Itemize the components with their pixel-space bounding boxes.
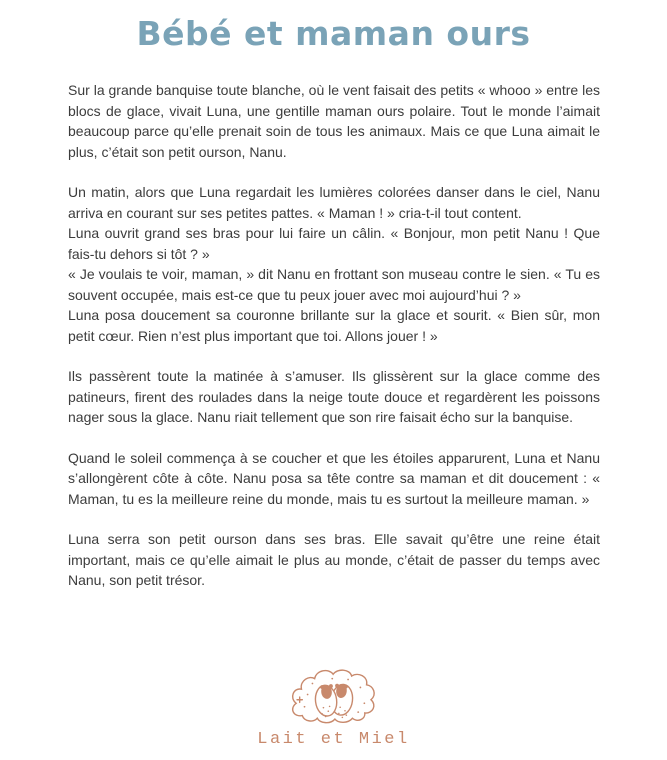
story-paragraph: Quand le soleil commença à se coucher et que les étoiles apparurent, Luna et Nanu s’allongèrent côte à côte. Nanu posa sa tête contre sa maman et dit doucement : « Maman, tu es la meilleure reine du monde, mais tu es surtout la meilleure maman. » [68, 449, 600, 507]
story-content [68, 80, 600, 591]
brand-footer [0, 668, 667, 749]
story-paragraph: Un matin, alors que Luna regardait les lumières colorées danser dans le ciel, Nanu arriva en courant sur ses petites pattes. « Maman ! » cria-t-il tout content. [68, 184, 600, 221]
story-paragraph: Luna ouvrit grand ses bras pour lui faire un câlin. « Bonjour, mon petit Nanu ! Que fais-tu dehors si tôt ? » [68, 225, 600, 262]
story-block [68, 366, 600, 428]
story-block [68, 448, 600, 510]
story-paragraph: Sur la grande banquise toute blanche, où le vent faisait des petits « whooo » entre les blocs de glace, vivait Luna, une gentille maman ours polaire. Tout le monde l’aimait beaucoup parce qu’elle prenait soin de tous les animaux. Mais ce que Luna aimait le plus, c’était son petit ourson, Nanu. [68, 82, 600, 160]
bears-in-cloud-icon [290, 668, 378, 728]
story-block [68, 80, 600, 162]
story-block [68, 182, 600, 346]
page-title: Bébé et maman ours [136, 14, 531, 53]
story-paragraph: Ils passèrent toute la matinée à s’amuser. Ils glissèrent sur la glace comme des patineurs, firent des roulades dans la neige toute douce et regardèrent les poissons nager sous la glace. Nanu riait tellement que son rire faisait écho sur la banquise. [68, 368, 600, 425]
brand-name: Lait et Miel [257, 730, 410, 749]
story-paragraph: Luna posa doucement sa couronne brillante sur la glace et sourit. « Bien sûr, mon petit cœur. Rien n’est plus important que toi. Allons jouer ! » [68, 307, 600, 344]
story-paragraph: Luna serra son petit ourson dans ses bras. Elle savait qu’être une reine était important, mais ce qu’elle aimait le plus au monde, c’était de passer du temps avec Nanu, son petit trésor. [68, 531, 600, 588]
story-paragraph: « Je voulais te voir, maman, » dit Nanu en frottant son museau contre le sien. « Tu es souvent occupée, mais est-ce que tu peux jouer avec moi aujourd’hui ? » [68, 266, 600, 303]
story-block [68, 529, 600, 591]
